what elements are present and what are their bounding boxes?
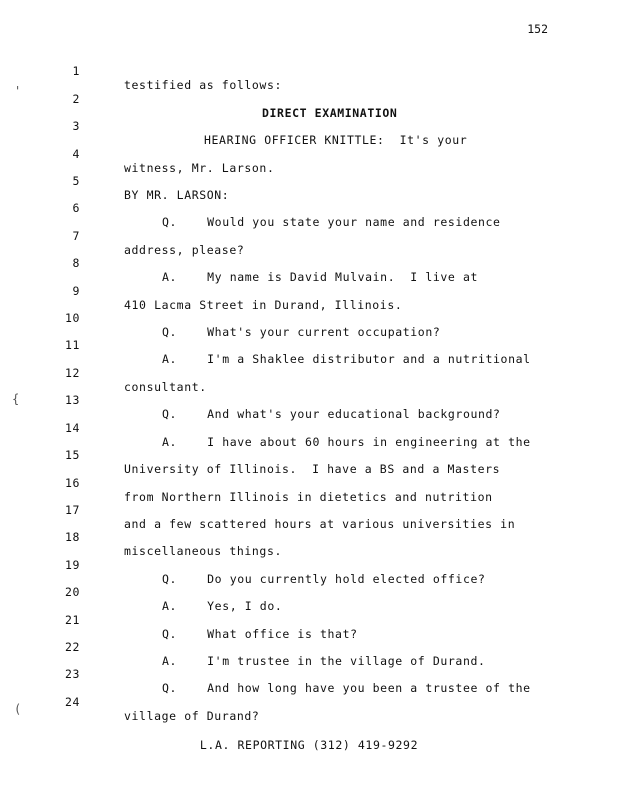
line-text: A. My name is David Mulvain. I live at <box>162 270 478 284</box>
transcript-line <box>0 160 618 202</box>
margin-mark: { <box>12 392 20 406</box>
transcript-line <box>0 571 618 613</box>
transcript-line <box>0 489 618 531</box>
line-text: Q. And what's your educational background? <box>162 407 501 421</box>
line-text: 410 Lacma Street in Durand, Illinois. <box>124 298 403 312</box>
transcript-line <box>0 215 618 257</box>
line-number: 18 <box>64 530 80 544</box>
line-number: 9 <box>72 284 80 298</box>
line-number: 24 <box>64 695 80 709</box>
transcript-line <box>0 379 618 421</box>
line-number: 21 <box>64 613 80 627</box>
transcript-line <box>0 626 618 668</box>
page-number: 152 <box>527 22 548 36</box>
line-text: and a few scattered hours at various universities in <box>124 517 516 531</box>
line-text: A. I'm trustee in the village of Durand. <box>162 654 486 668</box>
line-text: Q. Do you currently hold elected office? <box>162 572 486 586</box>
line-number: 22 <box>64 640 80 654</box>
line-text: University of Illinois. I have a BS and a Masters <box>124 462 501 476</box>
transcript-line <box>0 681 618 723</box>
line-number: 6 <box>72 201 80 215</box>
line-number: 14 <box>64 421 80 435</box>
transcript-line <box>0 133 618 175</box>
line-number: 13 <box>64 393 80 407</box>
transcript-line <box>0 270 618 312</box>
line-number: 2 <box>72 92 80 106</box>
line-text: A. I'm a Shaklee distributor and a nutritional <box>162 352 531 366</box>
line-text: witness, Mr. Larson. <box>124 161 275 175</box>
transcript-line <box>0 599 618 641</box>
line-text: consultant. <box>124 380 207 394</box>
transcript-line <box>0 242 618 284</box>
line-text: A. I have about 60 hours in engineering at the <box>162 435 531 449</box>
line-text: Q. And how long have you been a trustee of the <box>162 681 531 695</box>
line-number: 12 <box>64 366 80 380</box>
line-text: village of Durand? <box>124 709 260 723</box>
line-text: A. Yes, I do. <box>162 599 283 613</box>
margin-mark: ( <box>14 702 22 716</box>
transcript-line <box>0 434 618 476</box>
transcript-line <box>0 516 618 558</box>
transcript-line <box>0 462 618 504</box>
margin-mark: ' <box>14 84 22 98</box>
line-text: Q. What's your current occupation? <box>162 325 441 339</box>
line-number: 17 <box>64 503 80 517</box>
transcript-line <box>0 352 618 394</box>
line-number: 8 <box>72 256 80 270</box>
transcript-line <box>0 653 618 695</box>
line-number: 23 <box>64 667 80 681</box>
line-number: 16 <box>64 476 80 490</box>
line-number: 20 <box>64 585 80 599</box>
line-text: Q. Would you state your name and residence <box>162 215 501 229</box>
line-number: 19 <box>64 558 80 572</box>
line-text: Q. What office is that? <box>162 627 358 641</box>
transcript-line <box>0 324 618 366</box>
line-number: 4 <box>72 147 80 161</box>
line-number: 15 <box>64 448 80 462</box>
line-text: address, please? <box>124 243 245 257</box>
section-heading: DIRECT EXAMINATION <box>262 106 398 120</box>
line-number: 1 <box>72 64 80 78</box>
transcript-line <box>0 297 618 339</box>
line-text: from Northern Illinois in dietetics and nutrition <box>124 490 493 504</box>
transcript-line <box>0 50 618 92</box>
transcript-line <box>0 544 618 586</box>
transcript-line <box>0 78 618 120</box>
line-number: 3 <box>72 119 80 133</box>
line-text: miscellaneous things. <box>124 544 282 558</box>
line-number: 11 <box>64 338 80 352</box>
transcript-line <box>0 105 618 147</box>
line-number: 10 <box>64 311 80 325</box>
transcript-line <box>0 407 618 449</box>
line-text: HEARING OFFICER KNITTLE: It's your <box>204 133 468 147</box>
line-text: BY MR. LARSON: <box>124 188 230 202</box>
line-number: 5 <box>72 174 80 188</box>
transcript-line <box>0 187 618 229</box>
reporter-footer: L.A. REPORTING (312) 419-9292 <box>199 738 419 752</box>
line-number: 7 <box>72 229 80 243</box>
line-text: testified as follows: <box>124 78 282 92</box>
